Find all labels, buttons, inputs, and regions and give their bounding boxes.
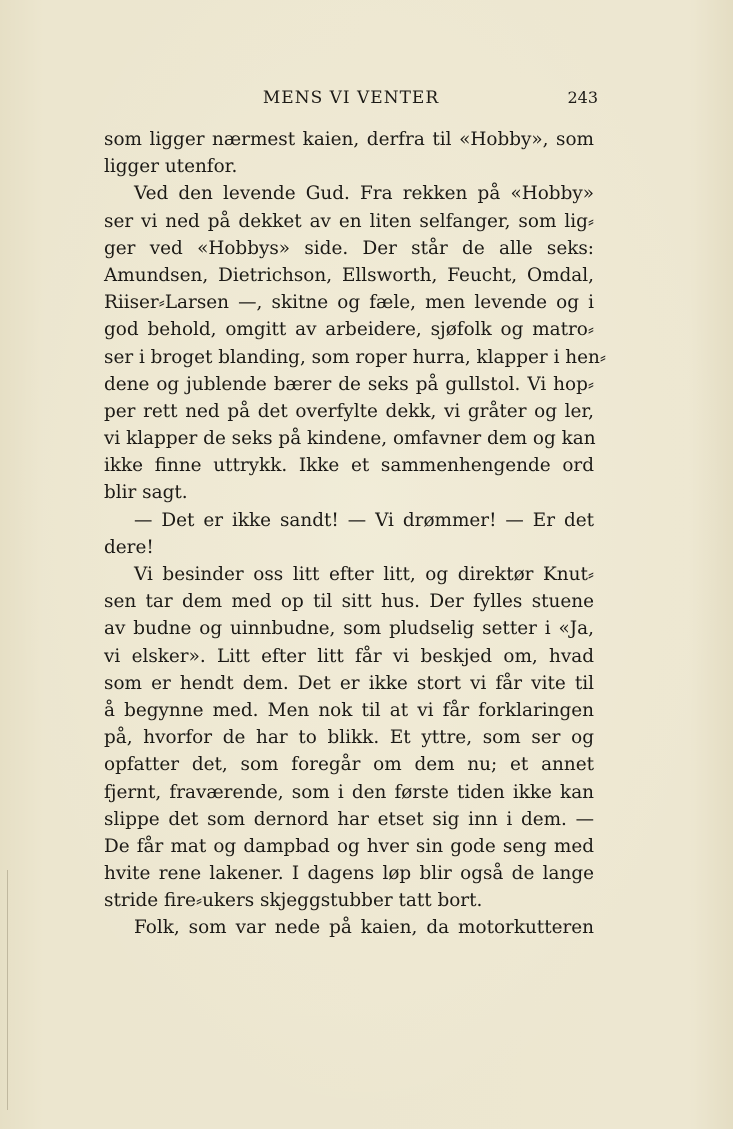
page-header — [104, 86, 598, 110]
text-line: Vi besinder oss litt efter litt, og direktør Knut⸗ — [134, 564, 594, 585]
text-line: ikke finne uttrykk. Ikke et sammenhengende ord — [104, 455, 594, 477]
text-line: god behold, omgitt av arbeidere, sjøfolk og matro⸗ — [104, 319, 594, 341]
text-line: dere! — [104, 536, 154, 558]
page-binding-edge — [7, 870, 8, 1110]
text-line: Ved den levende Gud. Fra rekken på «Hobby» — [134, 183, 594, 205]
text-line: vi klapper de seks på kindene, omfavner dem og kan — [104, 428, 596, 450]
text-line: dene og jublende bærer de seks på gullstol. Vi hop⸗ — [104, 373, 594, 395]
text-line: sen tar dem med op til sitt hus. Der fylles stuene — [104, 591, 594, 613]
running-title: MENS VI VENTER — [262, 88, 440, 108]
text-line: som er hendt dem. Det er ikke stort vi får vite til — [104, 672, 594, 694]
text-line: stride fire⸗ukers skjeggstubber tatt bort. — [104, 890, 483, 912]
text-line: fjernt, fraværende, som i den første tiden ikke kan — [104, 781, 594, 803]
text-line: av budne og uinnbudne, som pludselig setter i «Ja, — [104, 618, 594, 640]
text-line: opfatter det, som foregår om dem nu; et annet — [104, 754, 594, 776]
text-line: blir sagt. — [104, 482, 188, 504]
text-line: Riiser⸗Larsen —, skitne og fæle, men levende og i — [104, 292, 594, 314]
text-line: ser vi ned på dekket av en liten selfanger, som lig⸗ — [104, 210, 594, 232]
text-line: å begynne med. Men nok til at vi får forklaringen — [104, 699, 594, 721]
text-line: slippe det som dernord har etset sig inn i dem. — — [104, 808, 594, 830]
text-line: per rett ned på det overfylte dekk, vi gråter og ler, — [104, 400, 594, 422]
page-number: 243 — [567, 88, 598, 107]
text-line: ger ved «Hobbys» side. Der står de alle seks: — [104, 237, 594, 259]
text-line: som ligger nærmest kaien, derfra til «Hobby», som — [104, 129, 594, 150]
text-line: De får mat og dampbad og hver sin gode seng med — [104, 835, 594, 857]
text-line: ser i broget blanding, som roper hurra, klapper i hen⸗ — [104, 346, 606, 368]
text-line: på, hvorfor de har to blikk. Et yttre, som ser og — [104, 727, 594, 749]
text-line: hvite rene lakener. I dagens løp blir også de lange — [104, 863, 594, 885]
text-line: Folk, som var nede på kaien, da motorkutteren — [134, 917, 594, 939]
text-line: Amundsen, Dietrichson, Ellsworth, Feucht, Omdal, — [104, 264, 594, 286]
body-text — [104, 126, 606, 942]
text-line: ligger utenfor. — [104, 156, 238, 178]
text-line: — Det er ikke sandt! — Vi drømmer! — Er det — [134, 509, 594, 531]
text-line: vi elsker». Litt efter litt får vi beskjed om, hvad — [104, 645, 594, 667]
